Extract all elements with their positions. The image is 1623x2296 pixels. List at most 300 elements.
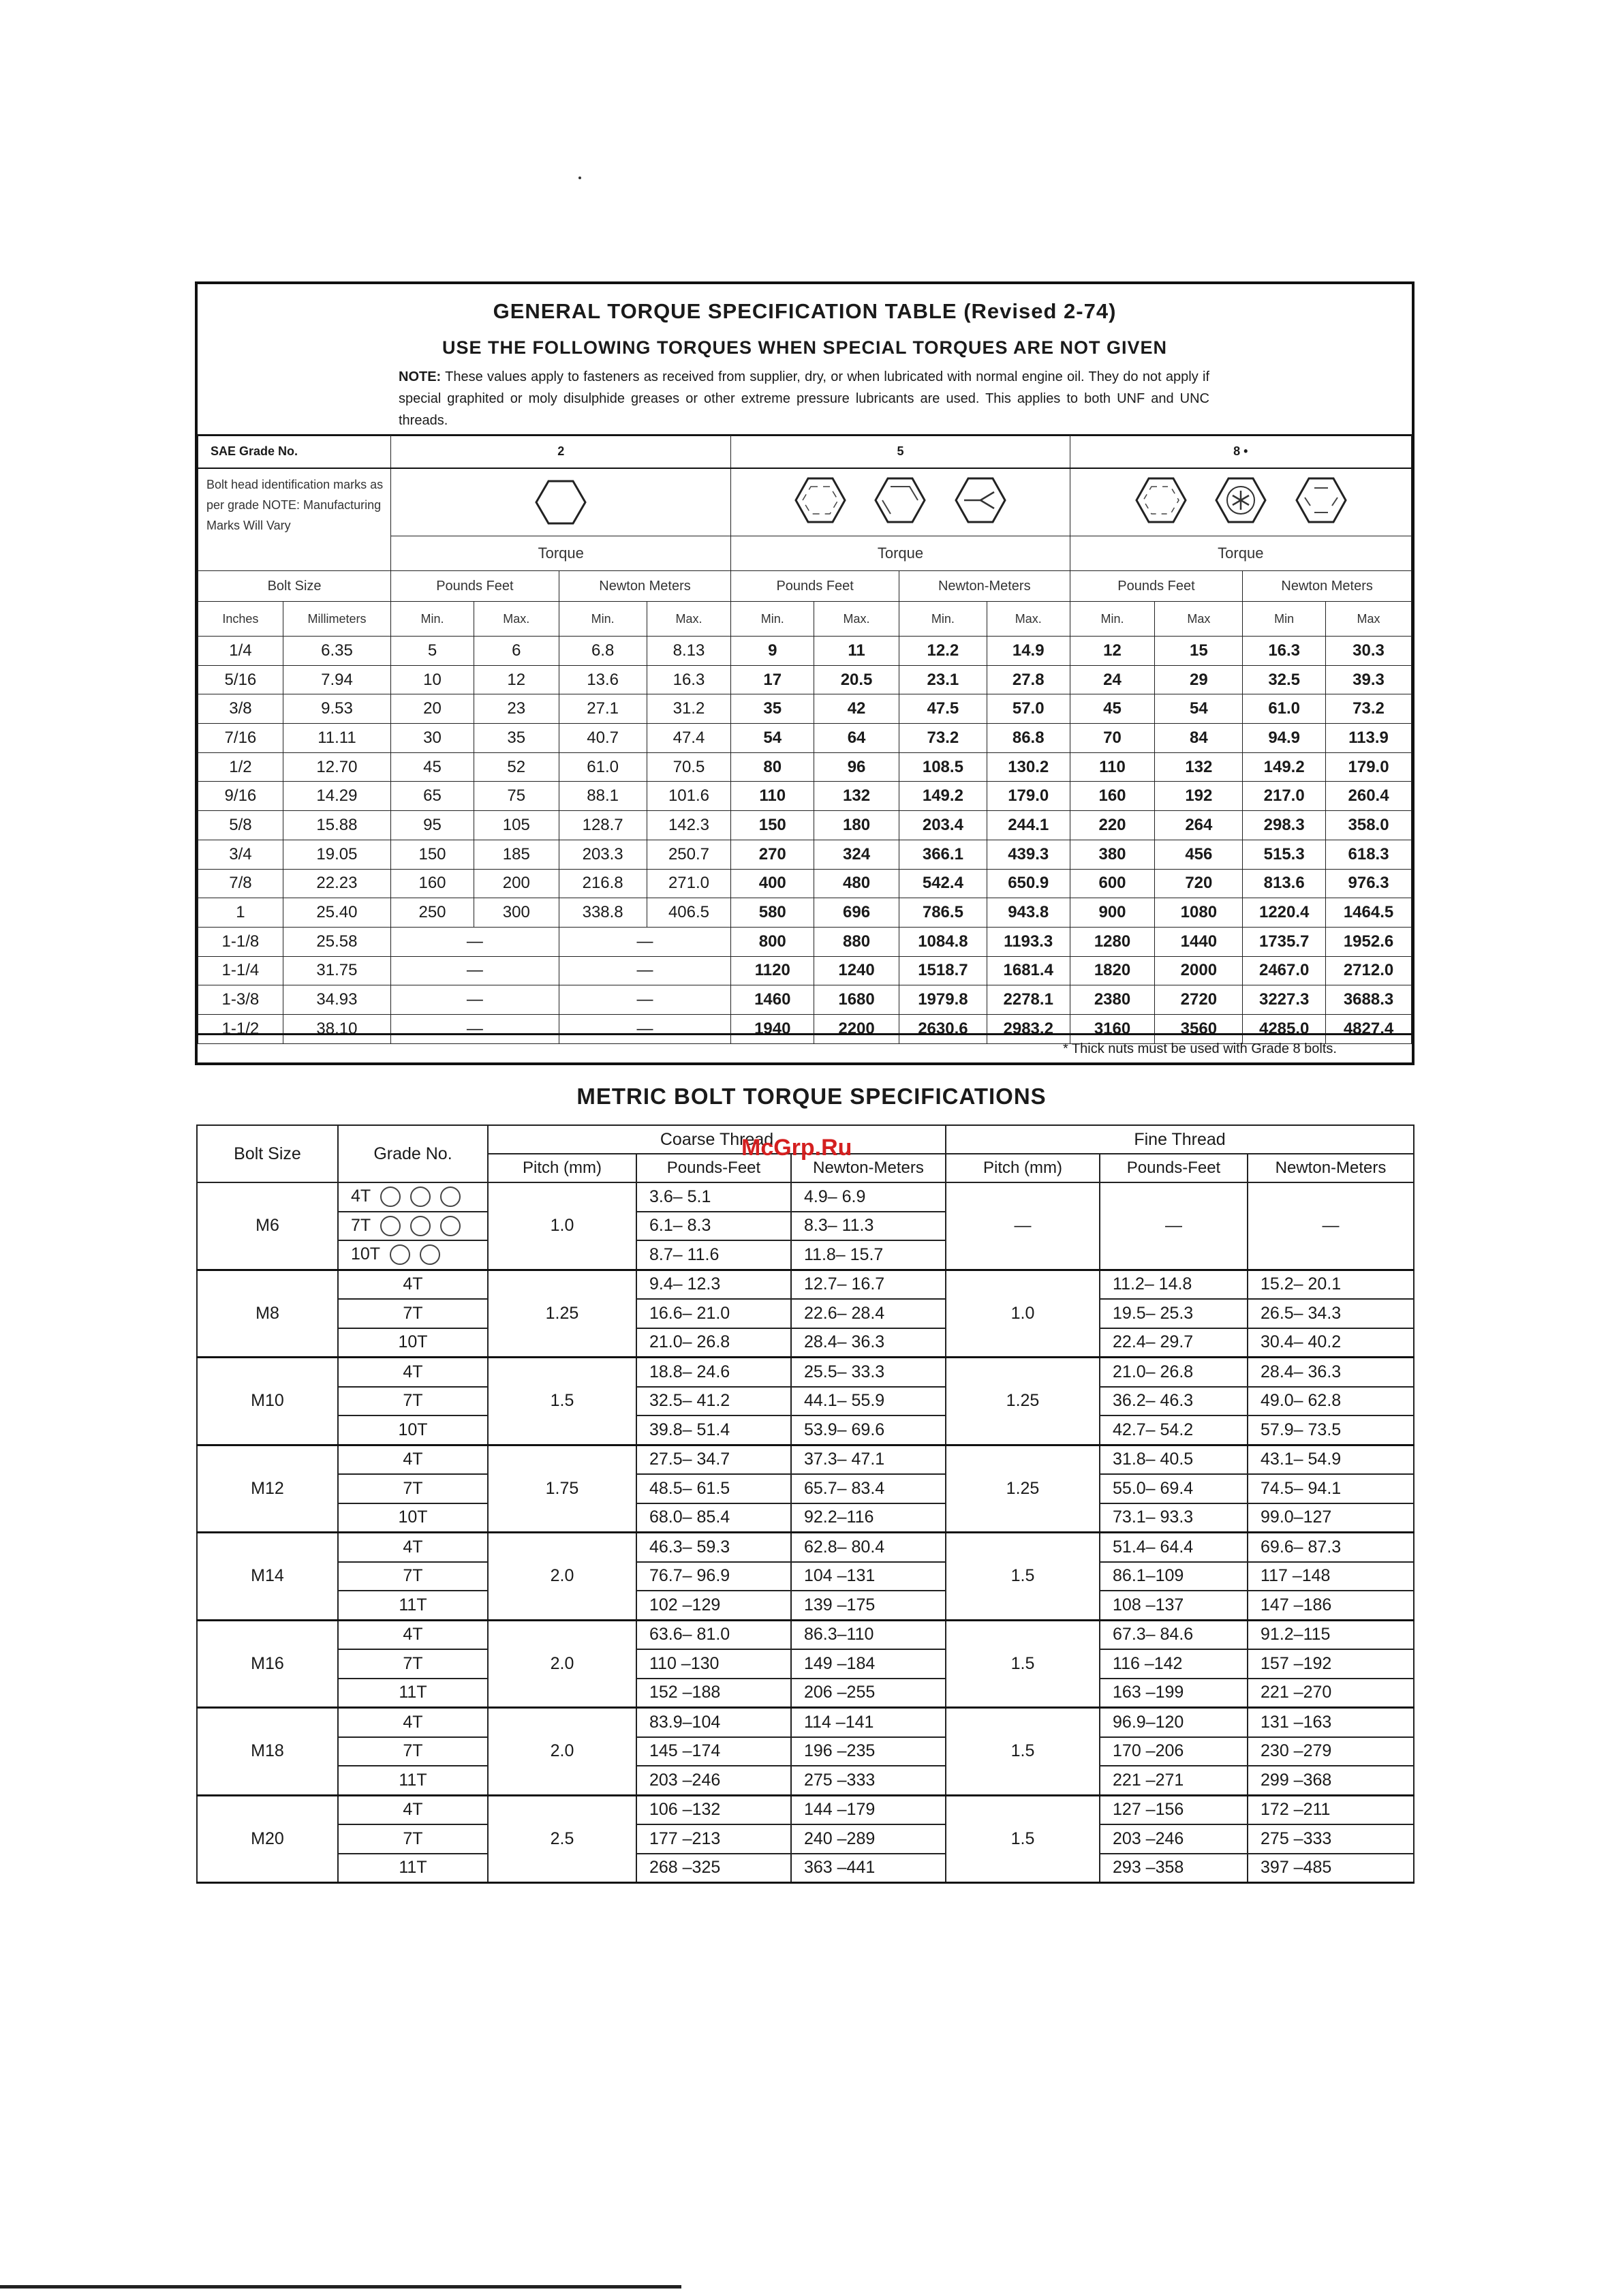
cell-g2-lbft-max: 52 (474, 752, 559, 782)
cell-g5-nm-min: 23.1 (899, 665, 987, 694)
cell-g2-nm-max: 142.3 (647, 811, 731, 840)
cell-g5-lbft-min: 150 (731, 811, 814, 840)
cell-g5-nm-max: 439.3 (987, 840, 1070, 869)
fine-nm-cell: 397 –485 (1248, 1854, 1414, 1883)
cell-g8-lbft-min: 45 (1070, 694, 1155, 724)
cell-g2-nm-min: 88.1 (559, 782, 647, 811)
metric-row (197, 1270, 1414, 1299)
coarse-lbft-cell: 46.3– 59.3 (636, 1533, 791, 1562)
cell-g8-nm-max: 618.3 (1326, 840, 1412, 869)
coarse-lbft-cell: 21.0– 26.8 (636, 1328, 791, 1358)
coarse-nm-cell: 104 –131 (791, 1562, 946, 1591)
fine-lbft-cell: 11.2– 14.8 (1100, 1270, 1248, 1299)
coarse-lbft-cell: 63.6– 81.0 (636, 1620, 791, 1649)
cell-g8-nm-min: 217.0 (1243, 782, 1326, 811)
cell-g5-lbft-min: 580 (731, 898, 814, 928)
cell-g8-nm-min: 94.9 (1243, 724, 1326, 753)
cell-g8-nm-min: 61.0 (1243, 694, 1326, 724)
cell-g5-lbft-max: 880 (814, 927, 899, 956)
fine-lbft-cell: 96.9–120 (1100, 1708, 1248, 1737)
coarse-nm-cell: 22.6– 28.4 (791, 1299, 946, 1328)
cell-g8-lbft-max: 2000 (1155, 956, 1243, 985)
cell-g2-lbft-min: — (391, 1014, 559, 1043)
fine-nm-cell: 15.2– 20.1 (1248, 1270, 1414, 1299)
metric-row (197, 1474, 1414, 1503)
cell-g5-lbft-max: 96 (814, 752, 899, 782)
cell-g5-nm-max: 57.0 (987, 694, 1070, 724)
cell-g8-nm-min: 298.3 (1243, 811, 1326, 840)
g5-pounds-feet: Pounds Feet (731, 571, 899, 602)
metric-row (197, 1649, 1414, 1679)
cell-g8-lbft-max: 264 (1155, 811, 1243, 840)
grade-cell: 11T (338, 1766, 488, 1795)
cell-g5-nm-max: 2278.1 (987, 985, 1070, 1015)
grade-mark-icon (410, 1187, 431, 1207)
cell-g8-nm-min: 4285.0 (1243, 1014, 1326, 1043)
grade-cell: 7T (338, 1299, 488, 1328)
grade-cell: 4T (338, 1445, 488, 1474)
general-row (198, 1014, 1412, 1043)
cell-g2-nm-min: — (559, 927, 731, 956)
hex-3line-icons (757, 474, 1043, 526)
cell-g5-nm-max: 27.8 (987, 665, 1070, 694)
grade-2-mark (391, 468, 731, 536)
grade-cell: 10T (338, 1415, 488, 1445)
note-text: These values apply to fasteners as received from supplier, dry, or when lubricated with normal engine oil. They do not apply if special graphited or moly disulphide greases or other extreme pressure lubricants are used. This applies to both UNF and UNC threads. (399, 369, 1210, 428)
grade-cell: 4T (338, 1795, 488, 1824)
cell-g5-nm-max: 943.8 (987, 898, 1070, 928)
grade-cell: 7T (338, 1737, 488, 1766)
bolt-size-header: Bolt Size (197, 1125, 338, 1182)
coarse-pitch-cell: 2.5 (488, 1795, 636, 1883)
cell-g5-lbft-min: 800 (731, 927, 814, 956)
coarse-nm-cell: 25.5– 33.3 (791, 1358, 946, 1387)
general-row (198, 665, 1412, 694)
cell-g2-lbft-max: 12 (474, 665, 559, 694)
cell-inches: 3/8 (198, 694, 283, 724)
cell-g5-nm-max: 130.2 (987, 752, 1070, 782)
cell-g2-nm-max: 250.7 (647, 840, 731, 869)
cell-mm: 12.70 (283, 752, 390, 782)
grade-cell: 7T (338, 1562, 488, 1591)
coarse-nm-cell: 206 –255 (791, 1679, 946, 1708)
cell-g8-lbft-min: 2380 (1070, 985, 1155, 1015)
cell-mm: 7.94 (283, 665, 390, 694)
cell-g5-nm-min: 2630.6 (899, 1014, 987, 1043)
cell-inches: 1-3/8 (198, 985, 283, 1015)
general-row (198, 869, 1412, 898)
hex-plain-icon (534, 478, 588, 526)
cell-g8-nm-min: 515.3 (1243, 840, 1326, 869)
fine-lbft-cell: 67.3– 84.6 (1100, 1620, 1248, 1649)
g8-nm-max: Max (1326, 602, 1412, 637)
cell-mm: 22.23 (283, 869, 390, 898)
fine-pitch-cell: 1.5 (946, 1795, 1100, 1883)
fine-lbft-cell: 116 –142 (1100, 1649, 1248, 1679)
coarse-nm-header: Newton-Meters (791, 1154, 946, 1182)
fine-lbft-cell: 31.8– 40.5 (1100, 1445, 1248, 1474)
cell-inches: 9/16 (198, 782, 283, 811)
cell-g8-lbft-min: 220 (1070, 811, 1155, 840)
fine-lbft-cell: 21.0– 26.8 (1100, 1358, 1248, 1387)
grade-cell: 7T (338, 1474, 488, 1503)
fine-nm-header: Newton-Meters (1248, 1154, 1414, 1182)
fine-pitch-cell: 1.5 (946, 1533, 1100, 1621)
torque-label-2: Torque (391, 536, 731, 571)
grade-cell: 11T (338, 1591, 488, 1620)
coarse-thread-header: Coarse Thread (488, 1125, 946, 1154)
general-body (198, 637, 1412, 1044)
grade-8-header: 8 • (1070, 435, 1411, 469)
grade-cell: 10T (338, 1328, 488, 1358)
cell-g2-lbft-min: — (391, 927, 559, 956)
bolt-size-cell: M20 (197, 1795, 338, 1883)
coarse-nm-cell: 144 –179 (791, 1795, 946, 1824)
footnote-rule (198, 1033, 1412, 1035)
coarse-lbft-cell: 18.8– 24.6 (636, 1358, 791, 1387)
cell-mm: 15.88 (283, 811, 390, 840)
metric-row (197, 1737, 1414, 1766)
grade-mark-icon (380, 1216, 401, 1236)
fine-pitch-cell: 1.0 (946, 1270, 1100, 1358)
fine-lbft-cell: 51.4– 64.4 (1100, 1533, 1248, 1562)
stray-mark (578, 177, 581, 179)
coarse-lbft-cell: 102 –129 (636, 1591, 791, 1620)
fine-lbft-cell: 127 –156 (1100, 1795, 1248, 1824)
cell-inches: 7/16 (198, 724, 283, 753)
cell-g2-lbft-max: 185 (474, 840, 559, 869)
fine-nm-cell: 30.4– 40.2 (1248, 1328, 1414, 1358)
cell-g8-lbft-min: 900 (1070, 898, 1155, 928)
grade-cell: 11T (338, 1854, 488, 1883)
cell-g8-nm-max: 260.4 (1326, 782, 1412, 811)
general-row (198, 782, 1412, 811)
general-title: GENERAL TORQUE SPECIFICATION TABLE (Revised 2-74) (493, 299, 1117, 323)
fine-nm-cell: 230 –279 (1248, 1737, 1414, 1766)
cell-g2-nm-max: 47.4 (647, 724, 731, 753)
coarse-nm-cell: 275 –333 (791, 1766, 946, 1795)
coarse-lbft-cell: 110 –130 (636, 1649, 791, 1679)
g8-lbft-max: Max (1155, 602, 1243, 637)
cell-g2-lbft-min: 250 (391, 898, 474, 928)
cell-g2-nm-min: 338.8 (559, 898, 647, 928)
cell-g8-lbft-min: 160 (1070, 782, 1155, 811)
cell-g5-lbft-max: 180 (814, 811, 899, 840)
coarse-lbft-cell: 16.6– 21.0 (636, 1299, 791, 1328)
cell-g2-nm-min: 128.7 (559, 811, 647, 840)
fine-nm-cell: 99.0–127 (1248, 1503, 1414, 1533)
cell-g8-lbft-min: 24 (1070, 665, 1155, 694)
cell-mm: 19.05 (283, 840, 390, 869)
fine-nm-cell: 28.4– 36.3 (1248, 1358, 1414, 1387)
cell-g8-nm-max: 179.0 (1326, 752, 1412, 782)
cell-g5-lbft-max: 1240 (814, 956, 899, 985)
coarse-nm-cell: 65.7– 83.4 (791, 1474, 946, 1503)
fine-lbft-cell: 19.5– 25.3 (1100, 1299, 1248, 1328)
fine-pitch-header: Pitch (mm) (946, 1154, 1100, 1182)
cell-g8-lbft-max: 192 (1155, 782, 1243, 811)
coarse-nm-cell: 139 –175 (791, 1591, 946, 1620)
fine-lbft-cell: 170 –206 (1100, 1737, 1248, 1766)
cell-g8-lbft-max: 29 (1155, 665, 1243, 694)
coarse-nm-cell: 12.7– 16.7 (791, 1270, 946, 1299)
hex-6line-icons (1098, 474, 1384, 526)
cell-g8-nm-max: 73.2 (1326, 694, 1412, 724)
cell-inches: 5/8 (198, 811, 283, 840)
cell-g2-nm-min: 216.8 (559, 869, 647, 898)
grade-label: 7T (351, 1215, 371, 1235)
inches-header: Inches (198, 602, 283, 637)
cell-g8-nm-max: 39.3 (1326, 665, 1412, 694)
cell-mm: 25.40 (283, 898, 390, 928)
coarse-lbft-cell: 39.8– 51.4 (636, 1415, 791, 1445)
fine-nm-cell: 69.6– 87.3 (1248, 1533, 1414, 1562)
cell-g2-nm-max: 31.2 (647, 694, 731, 724)
bolt-size-cell: M14 (197, 1533, 338, 1621)
metric-row (197, 1562, 1414, 1591)
coarse-lbft-cell: 145 –174 (636, 1737, 791, 1766)
cell-g5-lbft-min: 270 (731, 840, 814, 869)
cell-g5-lbft-max: 324 (814, 840, 899, 869)
coarse-nm-cell: 37.3– 47.1 (791, 1445, 946, 1474)
cell-g8-nm-min: 3227.3 (1243, 985, 1326, 1015)
fine-lbft-cell: 86.1–109 (1100, 1562, 1248, 1591)
grade-mark-icon (390, 1244, 410, 1265)
coarse-nm-cell: 149 –184 (791, 1649, 946, 1679)
bolt-size-cell: M12 (197, 1445, 338, 1533)
metric-row (197, 1328, 1414, 1358)
cell-g2-nm-max: 16.3 (647, 665, 731, 694)
fine-nm-cell: 299 –368 (1248, 1766, 1414, 1795)
cell-g5-lbft-min: 35 (731, 694, 814, 724)
cell-g8-nm-max: 3688.3 (1326, 985, 1412, 1015)
fine-lbft-cell: 293 –358 (1100, 1854, 1248, 1883)
general-row (198, 956, 1412, 985)
cell-g2-lbft-min: 10 (391, 665, 474, 694)
cell-g8-lbft-min: 70 (1070, 724, 1155, 753)
cell-g2-lbft-min: 45 (391, 752, 474, 782)
cell-g5-lbft-min: 400 (731, 869, 814, 898)
general-torque-table (195, 281, 1415, 1065)
general-row (198, 637, 1412, 666)
cell-g8-lbft-min: 1280 (1070, 927, 1155, 956)
cell-g2-lbft-max: 35 (474, 724, 559, 753)
coarse-pitch-cell: 1.25 (488, 1270, 636, 1358)
bolt-size-cell: M6 (197, 1182, 338, 1270)
coarse-lbft-cell: 8.7– 11.6 (636, 1240, 791, 1270)
fine-nm-cell: 131 –163 (1248, 1708, 1414, 1737)
cell-g8-lbft-min: 3160 (1070, 1014, 1155, 1043)
cell-g5-lbft-max: 480 (814, 869, 899, 898)
bolt-size-cell: M18 (197, 1708, 338, 1796)
cell-g8-nm-max: 358.0 (1326, 811, 1412, 840)
cell-g2-nm-min: 61.0 (559, 752, 647, 782)
coarse-nm-cell: 86.3–110 (791, 1620, 946, 1649)
coarse-nm-cell: 62.8– 80.4 (791, 1533, 946, 1562)
cell-g2-lbft-max: 23 (474, 694, 559, 724)
metric-row (197, 1824, 1414, 1854)
footnote: * Thick nuts must be used with Grade 8 bolts. (1062, 1041, 1337, 1056)
cell-g2-nm-max: 101.6 (647, 782, 731, 811)
torque-label-8: Torque (1070, 536, 1411, 571)
cell-g5-lbft-min: 110 (731, 782, 814, 811)
grade-mark-icon (420, 1244, 440, 1265)
coarse-lbft-cell: 9.4– 12.3 (636, 1270, 791, 1299)
cell-g2-nm-min: — (559, 1014, 731, 1043)
cell-g5-nm-max: 244.1 (987, 811, 1070, 840)
g2-nm-max: Max. (647, 602, 731, 637)
cell-g2-lbft-min: 20 (391, 694, 474, 724)
grade-cell: 4T (338, 1533, 488, 1562)
fine-pitch-cell: 1.25 (946, 1445, 1100, 1533)
grade-cell (338, 1240, 488, 1270)
coarse-lbft-cell: 76.7– 96.9 (636, 1562, 791, 1591)
bottom-rule (0, 2285, 681, 2289)
cell-g2-lbft-max: 200 (474, 869, 559, 898)
cell-g5-lbft-min: 9 (731, 637, 814, 666)
coarse-nm-cell: 28.4– 36.3 (791, 1328, 946, 1358)
cell-g5-nm-max: 1193.3 (987, 927, 1070, 956)
cell-g8-nm-max: 4827.4 (1326, 1014, 1412, 1043)
fine-lbft-cell: 163 –199 (1100, 1679, 1248, 1708)
cell-mm: 38.10 (283, 1014, 390, 1043)
coarse-lbft-cell: 83.9–104 (636, 1708, 791, 1737)
grade-cell: 4T (338, 1620, 488, 1649)
fine-nm-cell: 57.9– 73.5 (1248, 1415, 1414, 1445)
grade-cell: 10T (338, 1503, 488, 1533)
fine-nm-cell: 172 –211 (1248, 1795, 1414, 1824)
cell-mm: 9.53 (283, 694, 390, 724)
metric-row (197, 1182, 1414, 1212)
fine-nm-cell: 157 –192 (1248, 1649, 1414, 1679)
cell-inches: 1-1/8 (198, 927, 283, 956)
bolt-size-cell: M10 (197, 1358, 338, 1445)
grade-5-header: 5 (731, 435, 1070, 469)
fine-pitch-cell: — (946, 1182, 1100, 1270)
g8-newton-meters: Newton Meters (1243, 571, 1412, 602)
fine-lbft-cell: 36.2– 46.3 (1100, 1387, 1248, 1416)
metric-row (197, 1620, 1414, 1649)
cell-g5-nm-max: 14.9 (987, 637, 1070, 666)
cell-g2-nm-min: 6.8 (559, 637, 647, 666)
cell-g2-lbft-min: 95 (391, 811, 474, 840)
cell-g2-nm-max: 8.13 (647, 637, 731, 666)
general-row (198, 811, 1412, 840)
cell-inches: 1-1/4 (198, 956, 283, 985)
cell-g8-nm-max: 113.9 (1326, 724, 1412, 753)
g2-lbft-max: Max. (474, 602, 559, 637)
g5-lbft-max: Max. (814, 602, 899, 637)
cell-g2-nm-min: 203.3 (559, 840, 647, 869)
cell-g5-nm-min: 786.5 (899, 898, 987, 928)
coarse-lbft-header: Pounds-Feet (636, 1154, 791, 1182)
g2-nm-min: Min. (559, 602, 647, 637)
cell-g2-lbft-min: — (391, 985, 559, 1015)
g2-pounds-feet: Pounds Feet (391, 571, 559, 602)
cell-g8-lbft-min: 12 (1070, 637, 1155, 666)
coarse-pitch-cell: 2.0 (488, 1533, 636, 1621)
general-row (198, 694, 1412, 724)
cell-g5-lbft-min: 17 (731, 665, 814, 694)
cell-g8-lbft-max: 720 (1155, 869, 1243, 898)
cell-g5-nm-min: 47.5 (899, 694, 987, 724)
coarse-nm-cell: 44.1– 55.9 (791, 1387, 946, 1416)
cell-g2-lbft-min: 65 (391, 782, 474, 811)
cell-g5-lbft-max: 2200 (814, 1014, 899, 1043)
cell-mm: 11.11 (283, 724, 390, 753)
g5-lbft-min: Min. (731, 602, 814, 637)
cell-g5-lbft-min: 1120 (731, 956, 814, 985)
grade-cell: 7T (338, 1387, 488, 1416)
coarse-lbft-cell: 177 –213 (636, 1824, 791, 1854)
metric-row (197, 1445, 1414, 1474)
cell-g5-nm-min: 1979.8 (899, 985, 987, 1015)
cell-mm: 31.75 (283, 956, 390, 985)
cell-mm: 6.35 (283, 637, 390, 666)
fine-nm-cell: 26.5– 34.3 (1248, 1299, 1414, 1328)
cell-g2-lbft-min: — (391, 956, 559, 985)
cell-g5-nm-max: 1681.4 (987, 956, 1070, 985)
metric-row (197, 1766, 1414, 1795)
cell-g8-lbft-min: 110 (1070, 752, 1155, 782)
grade-label: 10T (351, 1244, 381, 1264)
cell-g5-nm-min: 149.2 (899, 782, 987, 811)
cell-g8-lbft-max: 15 (1155, 637, 1243, 666)
fine-lbft-cell: 55.0– 69.4 (1100, 1474, 1248, 1503)
cell-g2-nm-max: 406.5 (647, 898, 731, 928)
general-row (198, 724, 1412, 753)
cell-g8-lbft-max: 132 (1155, 752, 1243, 782)
fine-nm-cell: 49.0– 62.8 (1248, 1387, 1414, 1416)
cell-g5-lbft-max: 132 (814, 782, 899, 811)
metric-row (197, 1533, 1414, 1562)
coarse-lbft-cell: 48.5– 61.5 (636, 1474, 791, 1503)
general-row (198, 985, 1412, 1015)
cell-mm: 14.29 (283, 782, 390, 811)
cell-g8-nm-min: 1220.4 (1243, 898, 1326, 928)
note-label: NOTE: (399, 369, 442, 384)
cell-g2-lbft-max: 6 (474, 637, 559, 666)
metric-title: METRIC BOLT TORQUE SPECIFICATIONS (576, 1084, 1047, 1109)
cell-g2-nm-min: 27.1 (559, 694, 647, 724)
cell-g8-nm-max: 1464.5 (1326, 898, 1412, 928)
fine-nm-cell: 117 –148 (1248, 1562, 1414, 1591)
millimeters-header: Millimeters (283, 602, 390, 637)
cell-g8-nm-max: 2712.0 (1326, 956, 1412, 985)
coarse-lbft-cell: 6.1– 8.3 (636, 1212, 791, 1241)
g2-newton-meters: Newton Meters (559, 571, 731, 602)
cell-g5-lbft-min: 54 (731, 724, 814, 753)
cell-inches: 1/4 (198, 637, 283, 666)
cell-g5-lbft-max: 11 (814, 637, 899, 666)
grade-mark-icon (440, 1216, 461, 1236)
cell-g2-lbft-min: 150 (391, 840, 474, 869)
grade-cell: 11T (338, 1679, 488, 1708)
coarse-nm-cell: 8.3– 11.3 (791, 1212, 946, 1241)
cell-g5-nm-min: 73.2 (899, 724, 987, 753)
coarse-nm-cell: 92.2–116 (791, 1503, 946, 1533)
metric-row (197, 1358, 1414, 1387)
cell-g8-lbft-max: 456 (1155, 840, 1243, 869)
general-note (399, 366, 1209, 431)
grade-5-marks (731, 468, 1070, 536)
grade-no-header: Grade No. (338, 1125, 488, 1182)
g8-lbft-min: Min. (1070, 602, 1155, 637)
cell-mm: 34.93 (283, 985, 390, 1015)
cell-g2-nm-min: — (559, 956, 731, 985)
coarse-lbft-cell: 32.5– 41.2 (636, 1387, 791, 1416)
g5-nm-max: Max. (987, 602, 1070, 637)
